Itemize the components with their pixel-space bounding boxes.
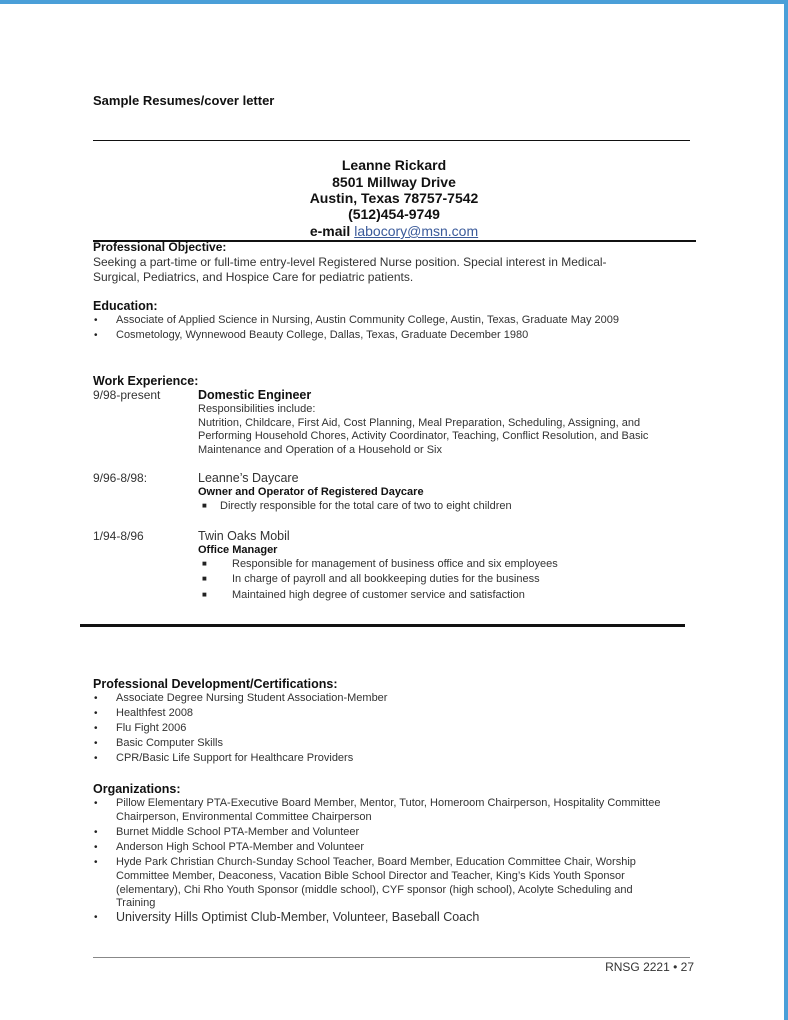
bullet-icon: ■ — [202, 501, 207, 510]
job-bullet: Directly responsible for the total care of two to eight children — [220, 500, 512, 512]
job-dates: 1/94-8/96 — [93, 529, 144, 543]
contact-name: Leanne Rickard — [341, 157, 447, 173]
footer-divider — [93, 957, 690, 958]
page-frame-right — [784, 0, 788, 1020]
bullet-icon: • — [94, 857, 98, 868]
organization-line: Chairperson, Environmental Committee Chairperson — [116, 811, 372, 823]
job-dates: 9/98-present — [93, 388, 161, 402]
divider — [93, 140, 690, 141]
bullet-icon: • — [94, 723, 98, 734]
bullet-icon: • — [94, 315, 98, 326]
bullet-icon: • — [94, 330, 98, 341]
certification-item: Associate Degree Nursing Student Association-Member — [116, 692, 388, 704]
contact-email-row — [0, 223, 788, 239]
bullet-icon: • — [94, 738, 98, 749]
contact-city: Austin, Texas 78757-7542 — [309, 190, 479, 206]
certification-item: Flu Fight 2006 — [116, 722, 187, 734]
bullet-icon: ■ — [202, 590, 207, 599]
organization-line: Pillow Elementary PTA-Executive Board Member, Mentor, Tutor, Homeroom Chairperson, Hospitality Committee — [116, 797, 661, 809]
certification-item: CPR/Basic Life Support for Healthcare Providers — [116, 752, 354, 764]
job-title: Leanne’s Daycare — [198, 471, 299, 485]
organization-line: Burnet Middle School PTA-Member and Volunteer — [116, 826, 360, 838]
job-title: Twin Oaks Mobil — [198, 529, 290, 543]
job-bullet: Responsible for management of business office and six employees — [232, 558, 558, 570]
objective-line: Surgical, Pediatrics, and Hospice Care for pediatric patients. — [93, 270, 414, 284]
job-dates: 9/96-8/98: — [93, 471, 148, 485]
bullet-icon: • — [94, 842, 98, 853]
bullet-icon: • — [94, 708, 98, 719]
education-heading: Education: — [93, 299, 158, 313]
bullet-icon: • — [94, 753, 98, 764]
contact-street: 8501 Millway Drive — [332, 174, 456, 190]
organization-line: (elementary), Chi Rho Youth Sponsor (middle school), CYF sponsor (high school), Acolyte Scheduling and — [116, 884, 633, 896]
organizations-heading: Organizations: — [93, 782, 181, 796]
work-heading: Work Experience: — [93, 374, 199, 388]
organization-line: Training — [116, 897, 156, 909]
bullet-icon: • — [94, 798, 98, 809]
email-link[interactable]: labocory@msn.com — [354, 223, 479, 239]
bullet-icon: • — [94, 827, 98, 838]
contact-phone: (512)454-9749 — [348, 206, 440, 222]
certification-item: Basic Computer Skills — [116, 737, 223, 749]
job-sub: Responsibilities include: — [198, 403, 316, 415]
page-frame-top — [0, 0, 788, 4]
job-title: Domestic Engineer — [198, 388, 312, 402]
job-bullet: Maintained high degree of customer service and satisfaction — [232, 589, 525, 601]
certifications-heading: Professional Development/Certifications: — [93, 677, 338, 691]
document-title: Sample Resumes/cover letter — [93, 93, 275, 108]
job-line: Maintenance and Operation of a Household or Six — [198, 444, 442, 456]
bullet-icon: • — [94, 693, 98, 704]
objective-line: Seeking a part-time or full-time entry-level Registered Nurse position. Special interest in Medical- — [93, 255, 607, 269]
job-line: Nutrition, Childcare, First Aid, Cost Planning, Meal Preparation, Scheduling, Assigning, and — [198, 417, 641, 429]
organization-line: Hyde Park Christian Church-Sunday School Teacher, Board Member, Education Committee Chair, Worship — [116, 856, 636, 868]
email-label: e-mail — [309, 223, 351, 239]
job-bullet: In charge of payroll and all bookkeeping duties for the business — [232, 573, 540, 585]
organization-line: Committee Member, Deaconess, Vacation Bible School Director and Teacher, King’s Kids Youth Sponsor — [116, 870, 625, 882]
job-line: Performing Household Chores, Activity Coordinator, Teaching, Conflict Resolution, and Basic — [198, 430, 649, 442]
divider-thick — [80, 624, 685, 627]
page-footer: RNSG 2221 • 27 — [605, 960, 694, 974]
bullet-icon: ■ — [202, 574, 207, 583]
education-item: Cosmetology, Wynnewood Beauty College, Dallas, Texas, Graduate December 1980 — [116, 329, 529, 341]
education-item: Associate of Applied Science in Nursing, Austin Community College, Austin, Texas, Graduate May 2009 — [116, 314, 620, 326]
job-role: Owner and Operator of Registered Daycare — [198, 486, 424, 498]
organization-line: University Hills Optimist Club-Member, Volunteer, Baseball Coach — [116, 910, 480, 924]
bullet-icon: • — [94, 912, 98, 923]
objective-heading: Professional Objective: — [93, 240, 227, 254]
certification-item: Healthfest 2008 — [116, 707, 194, 719]
organization-line: Anderson High School PTA-Member and Volunteer — [116, 841, 365, 853]
job-role: Office Manager — [198, 544, 278, 556]
bullet-icon: ■ — [202, 559, 207, 568]
